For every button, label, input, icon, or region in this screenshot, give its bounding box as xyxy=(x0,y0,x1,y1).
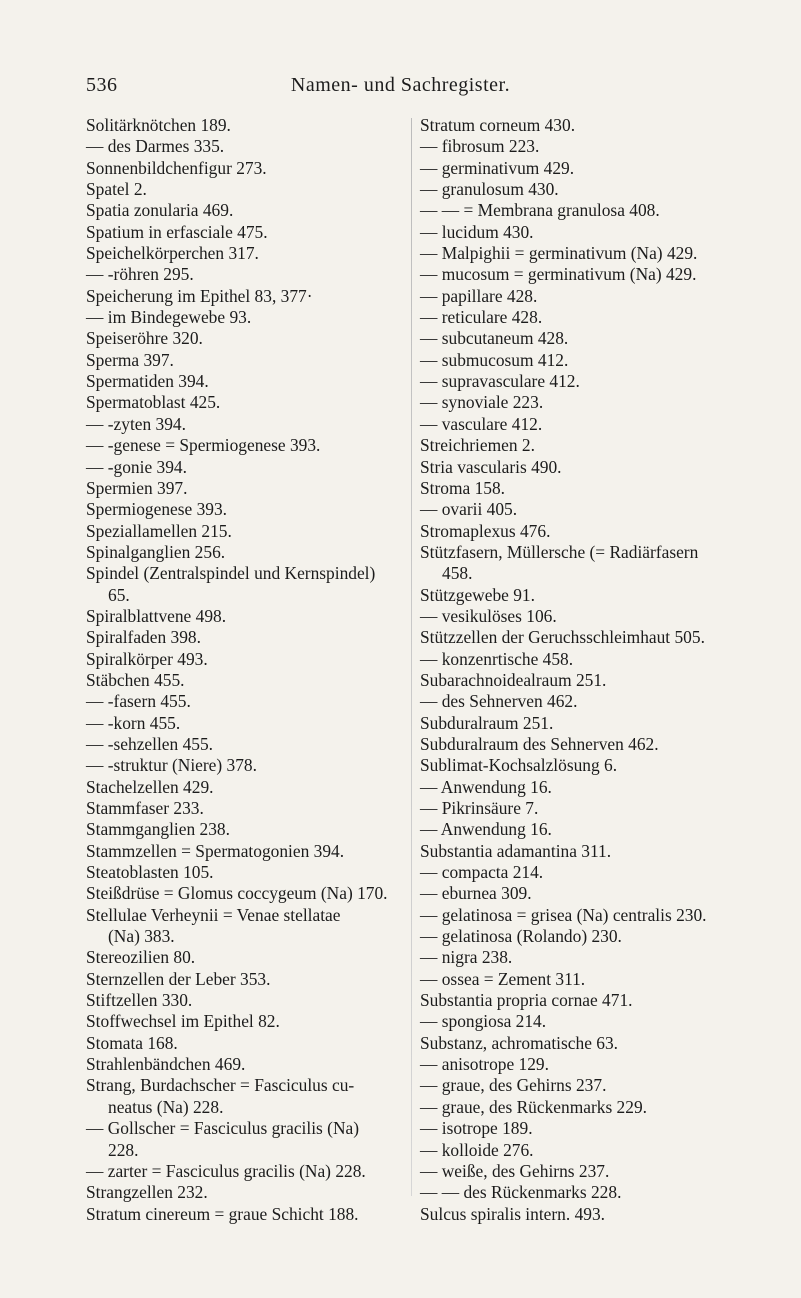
index-entry: Stammganglien 238. xyxy=(86,819,230,840)
index-entry: — supravasculare 412. xyxy=(420,371,580,392)
index-entry: Stria vascularis 490. xyxy=(420,456,562,477)
index-entry: — Anwendung 16. xyxy=(420,776,552,797)
index-entry: Subduralraum 251. xyxy=(420,712,554,733)
index-column-right xyxy=(420,115,720,1225)
index-entry: Spatia zonularia 469. xyxy=(86,200,234,221)
index-entry: Stachelzellen 429. xyxy=(86,776,214,797)
index-entry: Spindel (Zentralspindel und Kernspindel) xyxy=(86,563,376,584)
index-entry: — vesikulöses 106. xyxy=(420,605,557,626)
column-divider xyxy=(411,118,412,1196)
index-entry: Stratum cinereum = graue Schicht 188. xyxy=(86,1203,359,1224)
index-entry: Substantia propria cornae 471. xyxy=(420,990,633,1011)
index-entry: — Gollscher = Fasciculus gracilis (Na) xyxy=(86,1118,360,1139)
index-entry: Spatium in erfasciale 475. xyxy=(86,221,268,242)
index-entry: 228. xyxy=(108,1139,139,1160)
index-entry: — zarter = Fasciculus gracilis (Na) 228. xyxy=(86,1160,366,1181)
page-number: 536 xyxy=(86,74,118,96)
index-entry: — subcutaneum 428. xyxy=(420,328,569,349)
index-entry: — Pikrinsäure 7. xyxy=(420,798,539,818)
index-entry: — -zyten 394. xyxy=(86,413,186,434)
index-entry: — gelatinosa = grisea (Na) centralis 230. xyxy=(420,904,707,925)
index-entry: — granulosum 430. xyxy=(420,179,559,200)
index-entry: — anisotrope 129. xyxy=(420,1054,549,1075)
index-entry: — isotrope 189. xyxy=(420,1118,533,1139)
index-entry: — submucosum 412. xyxy=(420,349,569,370)
index-entry: Speiseröhre 320. xyxy=(86,328,203,349)
index-entry: — -korn 455. xyxy=(86,712,181,733)
index-entry: Streichriemen 2. xyxy=(420,435,535,456)
index-entry: Stellulae Verheynii = Venae stellatae xyxy=(86,904,341,925)
index-entry: — lucidum 430. xyxy=(420,221,534,242)
index-entry: Spiralkörper 493. xyxy=(86,648,208,669)
index-entry: — -struktur (Niere) 378. xyxy=(86,755,257,776)
index-entry: Stützgewebe 91. xyxy=(420,584,535,605)
index-entry: — spongiosa 214. xyxy=(420,1011,547,1032)
index-entry: — papillare 428. xyxy=(420,285,538,306)
index-entry: Substantia adamantina 311. xyxy=(420,840,612,861)
index-entry: Spermatoblast 425. xyxy=(86,392,221,413)
index-entry: — synoviale 223. xyxy=(420,392,544,413)
index-entry: Stützfasern, Müllersche (= Radiärfasern xyxy=(420,541,699,562)
index-entry: Steißdrüse = Glomus coccygeum (Na) 170. xyxy=(86,883,388,904)
index-entry: 458. xyxy=(442,563,473,584)
index-entry: Speziallamellen 215. xyxy=(86,520,232,541)
index-entry: Strang, Burdachscher = Fasciculus cu- xyxy=(86,1075,355,1096)
index-entry: Stromaplexus 476. xyxy=(420,520,551,541)
index-entry: Stratum corneum 430. xyxy=(420,115,576,135)
index-entry: — graue, des Rückenmarks 229. xyxy=(420,1096,647,1117)
index-entry: Stammfaser 233. xyxy=(86,798,204,818)
index-entry: (Na) 383. xyxy=(108,926,175,947)
index-entry: Stereozilien 80. xyxy=(86,947,196,968)
index-entry: Steatoblasten 105. xyxy=(86,862,214,883)
index-entry: — -sehzellen 455. xyxy=(86,733,214,754)
index-entry: — im Bindegewebe 93. xyxy=(86,307,252,328)
index-entry: — Anwendung 16. xyxy=(420,819,552,840)
index-entry: — — des Rückenmarks 228. xyxy=(420,1182,622,1203)
index-entry: — nigra 238. xyxy=(420,947,513,968)
index-entry: Sternzellen der Leber 353. xyxy=(86,968,271,989)
index-entry: Stiftzellen 330. xyxy=(86,990,193,1011)
index-entry: Stroma 158. xyxy=(420,477,506,498)
index-entry: Speicherung im Epithel 83, 377· xyxy=(86,285,313,306)
index-entry: Sublimat-Kochsalzlösung 6. xyxy=(420,755,618,776)
index-entry: Spiralblattvene 498. xyxy=(86,605,227,626)
index-entry: — des Darmes 335. xyxy=(86,136,225,157)
index-entry: Sulcus spiralis intern. 493. xyxy=(420,1203,606,1224)
index-entry: — -genese = Spermiogenese 393. xyxy=(86,435,321,456)
index-entry: — germinativum 429. xyxy=(420,157,575,178)
index-entry: — compacta 214. xyxy=(420,862,544,883)
index-entry: Stützzellen der Geruchsschleimhaut 505. xyxy=(420,627,705,648)
index-entry: — — = Membrana granulosa 408. xyxy=(420,200,660,221)
index-entry: Substanz, achromatische 63. xyxy=(420,1032,619,1053)
index-entry: Subduralraum des Sehnerven 462. xyxy=(420,733,659,754)
index-entry: — -fasern 455. xyxy=(86,691,191,712)
index-entry: — vasculare 412. xyxy=(420,413,543,434)
index-entry: Strahlenbändchen 469. xyxy=(86,1054,246,1075)
index-entry: Spinalganglien 256. xyxy=(86,541,226,562)
index-entry: Spermien 397. xyxy=(86,477,188,498)
index-entry: Stomata 168. xyxy=(86,1032,178,1053)
index-entry: — kolloide 276. xyxy=(420,1139,534,1160)
index-entry: — gelatinosa (Rolando) 230. xyxy=(420,926,622,947)
index-entry: Subarachnoidealraum 251. xyxy=(420,669,607,690)
index-entry: — -gonie 394. xyxy=(86,456,187,477)
index-column-left xyxy=(86,115,404,1225)
index-entry: — reticulare 428. xyxy=(420,307,543,328)
index-entry: Stammzellen = Spermatogonien 394. xyxy=(86,840,345,861)
index-entry: 65. xyxy=(108,584,130,605)
index-entry: Solitärknötchen 189. xyxy=(86,115,231,135)
running-title: Namen- und Sachregister. xyxy=(290,74,511,96)
index-entry: neatus (Na) 228. xyxy=(108,1096,224,1117)
index-entry: — graue, des Gehirns 237. xyxy=(420,1075,607,1096)
index-entry: Spiralfaden 398. xyxy=(86,627,201,648)
index-entry: — ossea = Zement 311. xyxy=(420,968,586,989)
index-entry: — konzenrtische 458. xyxy=(420,648,574,669)
index-entry: — weiße, des Gehirns 237. xyxy=(420,1160,610,1181)
index-entry: — eburnea 309. xyxy=(420,883,532,904)
index-entry: Spermiogenese 393. xyxy=(86,499,228,520)
index-entry: — ovarii 405. xyxy=(420,499,518,520)
index-entry: Speichelkörperchen 317. xyxy=(86,243,259,264)
index-entry: — -röhren 295. xyxy=(86,264,194,285)
index-entry: Sperma 397. xyxy=(86,349,174,370)
index-entry: — Malpighii = germinativum (Na) 429. xyxy=(420,243,698,264)
index-entry: Spatel 2. xyxy=(86,179,147,200)
index-entry: Spermatiden 394. xyxy=(86,371,209,392)
index-entry: Stäbchen 455. xyxy=(86,669,185,690)
index-entry: Strangzellen 232. xyxy=(86,1182,208,1203)
index-entry: Stoffwechsel im Epithel 82. xyxy=(86,1011,280,1032)
index-entry: — fibrosum 223. xyxy=(420,136,540,157)
index-entry: Sonnenbildchenfigur 273. xyxy=(86,157,267,178)
index-entry: — mucosum = germinativum (Na) 429. xyxy=(420,264,697,285)
index-entry: — des Sehnerven 462. xyxy=(420,691,578,712)
